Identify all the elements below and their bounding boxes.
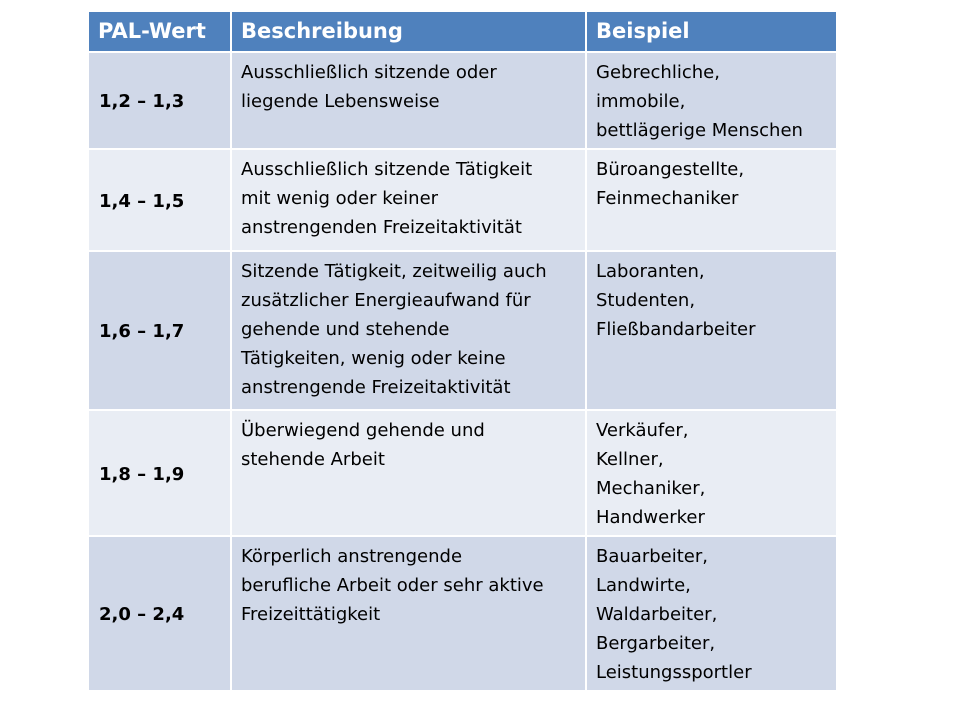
header-row <box>88 11 837 52</box>
description-line: berufliche Arbeit oder sehr aktive <box>241 575 544 596</box>
pal-value-cell: 1,2 – 1,3 <box>88 52 231 149</box>
table-row <box>88 536 837 691</box>
description-line: anstrengenden Freizeitaktivität <box>241 217 522 238</box>
example-line: Leistungssportler <box>596 662 752 683</box>
description-line: Freizeittätigkeit <box>241 604 381 625</box>
example-line: Feinmechaniker <box>596 188 739 209</box>
description-line: Körperlich anstrengende <box>241 546 463 567</box>
pal-table <box>87 10 838 692</box>
description-line: stehende Arbeit <box>241 449 385 470</box>
header-beschreibung: Beschreibung <box>231 11 586 52</box>
example-line: Landwirte, <box>596 575 691 596</box>
example-line: Mechaniker, <box>596 478 706 499</box>
example-line: Fließbandarbeiter <box>596 319 756 340</box>
example-line: Kellner, <box>596 449 664 470</box>
description-line: gehende und stehende <box>241 319 450 340</box>
example-line: Laboranten, <box>596 261 705 282</box>
table-row <box>88 149 837 251</box>
description-line: Ausschließlich sitzende Tätigkeit <box>241 159 533 180</box>
example-line: Bergarbeiter, <box>596 633 716 654</box>
pal-value-cell: 1,8 – 1,9 <box>88 410 231 536</box>
pal-value-cell: 2,0 – 2,4 <box>88 536 231 691</box>
pal-value-cell: 1,4 – 1,5 <box>88 149 231 251</box>
example-cell <box>586 149 837 251</box>
example-line: Verkäufer, <box>596 420 689 441</box>
example-line: Büroangestellte, <box>596 159 745 180</box>
description-line: mit wenig oder keiner <box>241 188 439 209</box>
description-line: Sitzende Tätigkeit, zeitweilig auch <box>241 261 547 282</box>
description-cell <box>231 251 586 410</box>
example-cell <box>586 536 837 691</box>
example-line: immobile, <box>596 91 686 112</box>
description-line: Überwiegend gehende und <box>241 420 485 441</box>
description-cell <box>231 149 586 251</box>
header-pal-wert: PAL-Wert <box>88 11 231 52</box>
example-line: Bauarbeiter, <box>596 546 708 567</box>
description-line: Ausschließlich sitzende oder <box>241 62 497 83</box>
example-cell <box>586 52 837 149</box>
example-line: Studenten, <box>596 290 696 311</box>
table-row <box>88 410 837 536</box>
header-beispiel: Beispiel <box>586 11 837 52</box>
description-cell <box>231 52 586 149</box>
example-cell <box>586 251 837 410</box>
description-line: Tätigkeiten, wenig oder keine <box>241 348 506 369</box>
description-line: zusätzlicher Energieaufwand für <box>241 290 531 311</box>
description-line: anstrengende Freizeitaktivität <box>241 377 511 398</box>
example-line: Waldarbeiter, <box>596 604 718 625</box>
example-line: Handwerker <box>596 507 705 528</box>
example-cell <box>586 410 837 536</box>
table-row <box>88 251 837 410</box>
description-cell <box>231 536 586 691</box>
description-cell <box>231 410 586 536</box>
example-line: bettlägerige Menschen <box>596 120 803 141</box>
pal-value-cell: 1,6 – 1,7 <box>88 251 231 410</box>
table-row <box>88 52 837 149</box>
description-line: liegende Lebensweise <box>241 91 440 112</box>
example-line: Gebrechliche, <box>596 62 720 83</box>
